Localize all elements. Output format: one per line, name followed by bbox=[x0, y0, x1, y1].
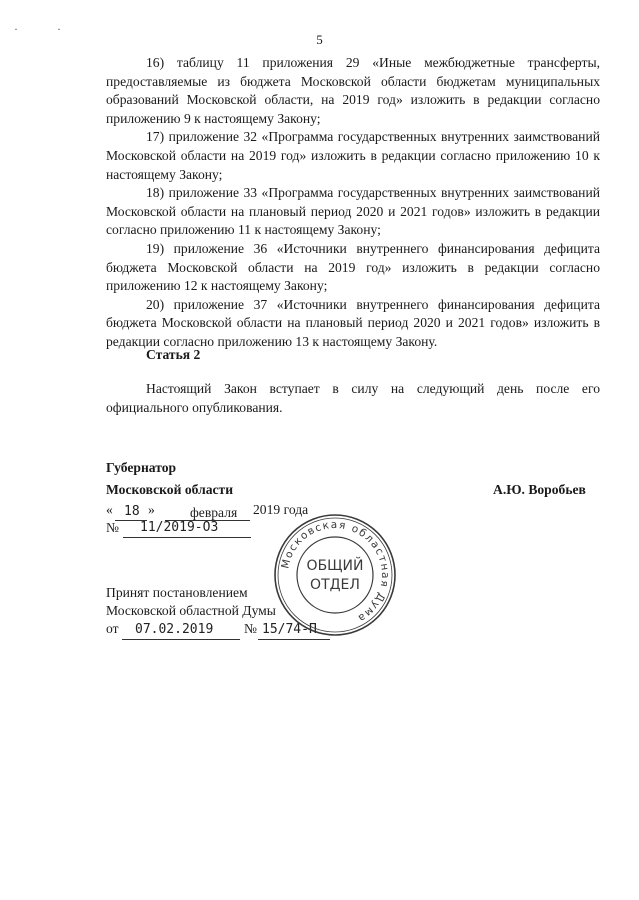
amendment-item-17: 17) приложение 32 «Программа государственных внутренних заимствований Московской области на 2019 год» изложить в редакции согласно приложению 10 к настоящему Закону; bbox=[106, 129, 600, 182]
amendment-item-18: 18) приложение 33 «Программа государственных внутренних заимствований Московской области на плановый период 2020 и 2021 годов» изложить в редакции согласно приложению 11 к настоящему Закону; bbox=[106, 185, 600, 238]
law-number-underline bbox=[123, 537, 251, 538]
law-number-label: № bbox=[106, 520, 119, 535]
scan-marks: · · bbox=[14, 22, 79, 36]
adopted-number-value: 15/74-П bbox=[262, 622, 317, 637]
adopted-line1: Принят постановлением bbox=[106, 585, 248, 600]
page-number: 5 bbox=[316, 32, 323, 47]
law-number-value: 11/2019-ОЗ bbox=[140, 520, 219, 535]
adopted-line2: Московской областной Думы bbox=[106, 603, 276, 618]
amendments-list bbox=[106, 54, 600, 352]
stamp-center-line2: ОТДЕЛ bbox=[310, 577, 360, 593]
adopted-date-underline bbox=[122, 639, 240, 640]
amendment-item-19: 19) приложение 36 «Источники внутреннего финансирования дефицита бюджета Московской области на 2019 год» изложить в редакции согласно приложению 12 к настоящему Закону; bbox=[106, 240, 600, 294]
date-close-quote: » bbox=[148, 502, 155, 517]
stamp-ring-text: Московская областная Дума bbox=[279, 518, 392, 625]
official-stamp bbox=[270, 510, 400, 645]
signatory-title-line1: Губернатор bbox=[106, 460, 177, 475]
adopted-date: 07.02.2019 bbox=[135, 622, 214, 637]
date-year: 2019 года bbox=[253, 502, 309, 517]
date-day: 18 bbox=[124, 504, 140, 519]
stamp-center-line1: ОБЩИЙ bbox=[306, 558, 364, 574]
amendment-item-20: 20) приложение 37 «Источники внутреннего финансирования дефицита бюджета Московской области на плановый период 2020 и 2021 годов» изложить в редакции согласно приложению 13 к настоящему Закону. bbox=[106, 296, 600, 349]
signatory-name: А.Ю. Воробьев bbox=[493, 482, 586, 497]
article-body bbox=[106, 380, 600, 417]
effect-paragraph: Настоящий Закон вступает в силу на следующий день после его официального опубликования. bbox=[106, 381, 600, 415]
signatory-title-line2: Московской области bbox=[106, 482, 234, 497]
date-open-quote: « bbox=[106, 502, 113, 517]
adopted-number-label: № bbox=[244, 621, 257, 636]
stamp-seal-icon bbox=[270, 510, 400, 640]
amendment-item-16: 16) таблицу 11 приложения 29 «Иные межбюджетные трансферты, предоставляемые из бюджета Московской области бюджетам муниципальных образований Московской области, на 2019 год» изложить в редакции согласно приложению 9 к настоящему Закону; bbox=[106, 55, 600, 126]
article-heading: Статья 2 bbox=[146, 347, 201, 362]
adopted-from-label: от bbox=[106, 621, 119, 636]
date-month: февраля bbox=[190, 505, 238, 520]
